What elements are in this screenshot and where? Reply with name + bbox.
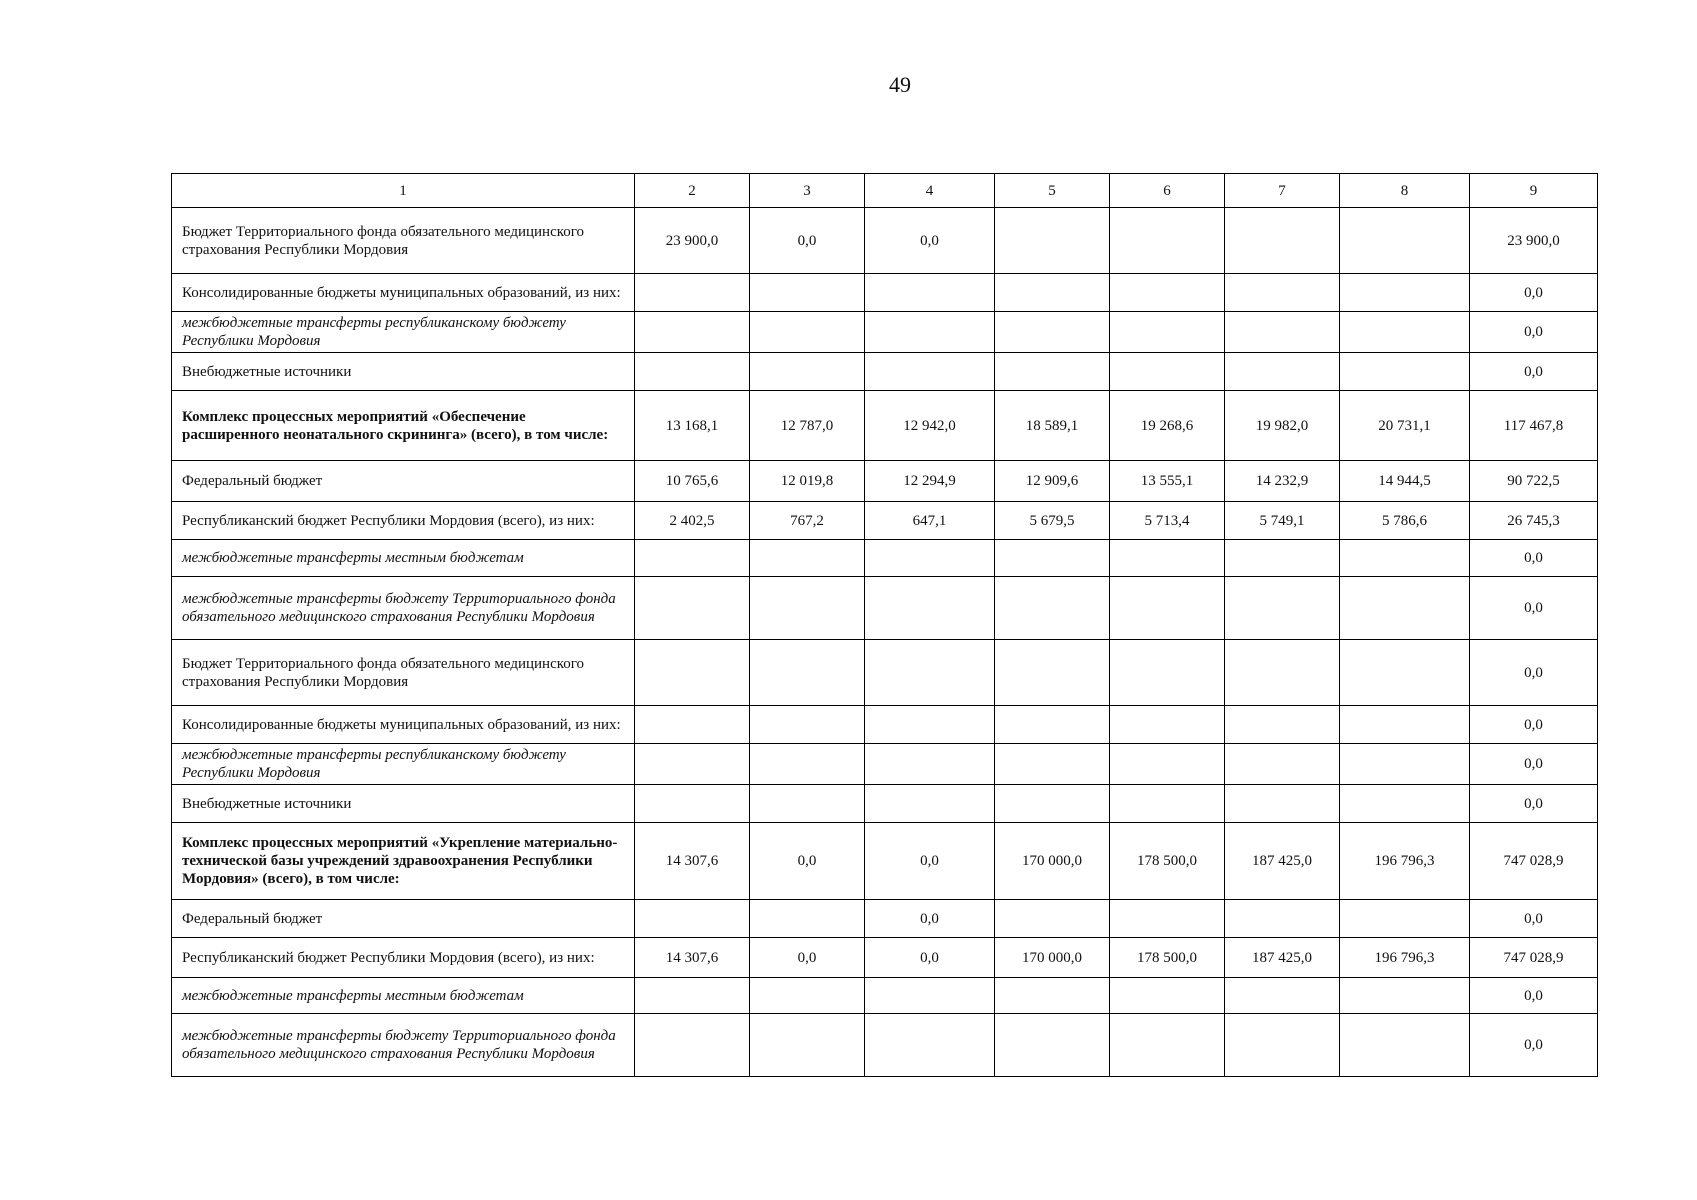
row-label: Бюджет Территориального фонда обязательного медицинского страхования Республики Мордовия bbox=[172, 208, 635, 274]
value-cell: 117 467,8 bbox=[1470, 391, 1598, 461]
value-cell: 19 268,6 bbox=[1110, 391, 1225, 461]
value-cell: 0,0 bbox=[1470, 706, 1598, 744]
value-cell: 0,0 bbox=[1470, 978, 1598, 1014]
table-row bbox=[172, 353, 1598, 391]
value-cell bbox=[1340, 1014, 1470, 1077]
value-cell: 12 787,0 bbox=[750, 391, 865, 461]
value-cell bbox=[995, 274, 1110, 312]
table-row bbox=[172, 823, 1598, 900]
value-cell: 0,0 bbox=[1470, 312, 1598, 353]
value-cell bbox=[1340, 274, 1470, 312]
value-cell bbox=[635, 706, 750, 744]
column-header: 2 bbox=[635, 174, 750, 208]
value-cell: 0,0 bbox=[1470, 900, 1598, 938]
table-row bbox=[172, 577, 1598, 640]
value-cell: 0,0 bbox=[1470, 577, 1598, 640]
value-cell: 5 679,5 bbox=[995, 502, 1110, 540]
value-cell bbox=[635, 540, 750, 577]
value-cell bbox=[750, 353, 865, 391]
value-cell bbox=[635, 312, 750, 353]
value-cell: 0,0 bbox=[750, 208, 865, 274]
value-cell: 196 796,3 bbox=[1340, 938, 1470, 978]
value-cell: 0,0 bbox=[1470, 274, 1598, 312]
page-number: 49 bbox=[889, 72, 911, 97]
table-row bbox=[172, 706, 1598, 744]
value-cell bbox=[1340, 706, 1470, 744]
value-cell bbox=[750, 978, 865, 1014]
value-cell: 178 500,0 bbox=[1110, 938, 1225, 978]
row-label: межбюджетные трансферты бюджету Территориального фонда обязательного медицинского страхования Республики Мордовия bbox=[172, 1014, 635, 1077]
value-cell bbox=[865, 1014, 995, 1077]
value-cell: 170 000,0 bbox=[995, 823, 1110, 900]
row-label: Внебюджетные источники bbox=[172, 353, 635, 391]
row-label: Республиканский бюджет Республики Мордовия (всего), из них: bbox=[172, 938, 635, 978]
column-header: 7 bbox=[1225, 174, 1340, 208]
value-cell bbox=[750, 785, 865, 823]
value-cell: 20 731,1 bbox=[1340, 391, 1470, 461]
value-cell bbox=[1225, 208, 1340, 274]
value-cell bbox=[1110, 744, 1225, 785]
value-cell: 0,0 bbox=[1470, 744, 1598, 785]
value-cell: 0,0 bbox=[865, 823, 995, 900]
value-cell bbox=[995, 353, 1110, 391]
value-cell bbox=[865, 785, 995, 823]
value-cell: 23 900,0 bbox=[1470, 208, 1598, 274]
column-header: 9 bbox=[1470, 174, 1598, 208]
value-cell: 18 589,1 bbox=[995, 391, 1110, 461]
value-cell bbox=[1225, 900, 1340, 938]
value-cell bbox=[1225, 640, 1340, 706]
value-cell bbox=[995, 640, 1110, 706]
column-header: 4 bbox=[865, 174, 995, 208]
value-cell bbox=[635, 785, 750, 823]
value-cell: 0,0 bbox=[865, 900, 995, 938]
value-cell bbox=[635, 744, 750, 785]
column-header: 1 bbox=[172, 174, 635, 208]
value-cell: 647,1 bbox=[865, 502, 995, 540]
value-cell: 0,0 bbox=[865, 938, 995, 978]
row-label: Федеральный бюджет bbox=[172, 900, 635, 938]
column-header: 8 bbox=[1340, 174, 1470, 208]
row-label: межбюджетные трансферты бюджету Территориального фонда обязательного медицинского страхования Республики Мордовия bbox=[172, 577, 635, 640]
value-cell: 0,0 bbox=[1470, 640, 1598, 706]
value-cell bbox=[995, 208, 1110, 274]
row-label: межбюджетные трансферты местным бюджетам bbox=[172, 978, 635, 1014]
value-cell bbox=[865, 540, 995, 577]
header-row bbox=[172, 174, 1598, 208]
value-cell bbox=[865, 577, 995, 640]
value-cell: 0,0 bbox=[750, 823, 865, 900]
value-cell bbox=[995, 1014, 1110, 1077]
value-cell bbox=[1110, 978, 1225, 1014]
value-cell: 0,0 bbox=[1470, 1014, 1598, 1077]
value-cell bbox=[1225, 706, 1340, 744]
value-cell: 170 000,0 bbox=[995, 938, 1110, 978]
value-cell bbox=[635, 353, 750, 391]
table-row bbox=[172, 938, 1598, 978]
value-cell bbox=[1110, 353, 1225, 391]
value-cell bbox=[635, 978, 750, 1014]
value-cell: 13 168,1 bbox=[635, 391, 750, 461]
table-row bbox=[172, 208, 1598, 274]
value-cell: 5 713,4 bbox=[1110, 502, 1225, 540]
value-cell bbox=[750, 900, 865, 938]
row-label: Внебюджетные источники bbox=[172, 785, 635, 823]
table-row bbox=[172, 461, 1598, 502]
value-cell bbox=[1110, 706, 1225, 744]
value-cell bbox=[995, 706, 1110, 744]
value-cell: 767,2 bbox=[750, 502, 865, 540]
table-row bbox=[172, 391, 1598, 461]
value-cell bbox=[995, 312, 1110, 353]
value-cell: 23 900,0 bbox=[635, 208, 750, 274]
value-cell bbox=[1340, 353, 1470, 391]
value-cell bbox=[1225, 1014, 1340, 1077]
value-cell bbox=[995, 978, 1110, 1014]
table-row bbox=[172, 978, 1598, 1014]
value-cell: 0,0 bbox=[1470, 540, 1598, 577]
value-cell bbox=[865, 274, 995, 312]
value-cell bbox=[1340, 785, 1470, 823]
column-header: 3 bbox=[750, 174, 865, 208]
value-cell bbox=[750, 706, 865, 744]
value-cell: 187 425,0 bbox=[1225, 823, 1340, 900]
table-row bbox=[172, 1014, 1598, 1077]
table-row bbox=[172, 744, 1598, 785]
value-cell bbox=[1225, 274, 1340, 312]
value-cell: 12 942,0 bbox=[865, 391, 995, 461]
value-cell bbox=[1110, 274, 1225, 312]
value-cell bbox=[865, 744, 995, 785]
value-cell bbox=[1110, 312, 1225, 353]
value-cell: 14 307,6 bbox=[635, 823, 750, 900]
value-cell bbox=[865, 312, 995, 353]
value-cell: 12 294,9 bbox=[865, 461, 995, 502]
row-label: Федеральный бюджет bbox=[172, 461, 635, 502]
row-label: межбюджетные трансферты республиканскому бюджету Республики Мордовия bbox=[172, 744, 635, 785]
value-cell: 14 307,6 bbox=[635, 938, 750, 978]
value-cell bbox=[750, 744, 865, 785]
value-cell bbox=[1340, 208, 1470, 274]
value-cell bbox=[1110, 540, 1225, 577]
value-cell: 187 425,0 bbox=[1225, 938, 1340, 978]
value-cell: 19 982,0 bbox=[1225, 391, 1340, 461]
value-cell bbox=[1340, 540, 1470, 577]
value-cell bbox=[1110, 577, 1225, 640]
value-cell: 2 402,5 bbox=[635, 502, 750, 540]
value-cell bbox=[995, 577, 1110, 640]
table-row bbox=[172, 785, 1598, 823]
column-header: 5 bbox=[995, 174, 1110, 208]
value-cell bbox=[750, 312, 865, 353]
value-cell bbox=[635, 274, 750, 312]
value-cell bbox=[1110, 208, 1225, 274]
row-label: межбюджетные трансферты местным бюджетам bbox=[172, 540, 635, 577]
value-cell bbox=[1110, 1014, 1225, 1077]
value-cell bbox=[1225, 978, 1340, 1014]
value-cell: 178 500,0 bbox=[1110, 823, 1225, 900]
row-label: Консолидированные бюджеты муниципальных образований, из них: bbox=[172, 706, 635, 744]
row-label: Комплекс процессных мероприятий «Обеспечение расширенного неонатального скрининга» (всего), в том числе: bbox=[172, 391, 635, 461]
value-cell bbox=[1225, 540, 1340, 577]
value-cell: 5 749,1 bbox=[1225, 502, 1340, 540]
row-label: Бюджет Территориального фонда обязательного медицинского страхования Республики Мордовия bbox=[172, 640, 635, 706]
value-cell bbox=[1340, 640, 1470, 706]
value-cell: 196 796,3 bbox=[1340, 823, 1470, 900]
value-cell bbox=[1340, 312, 1470, 353]
value-cell bbox=[1340, 900, 1470, 938]
value-cell bbox=[1225, 353, 1340, 391]
value-cell: 0,0 bbox=[750, 938, 865, 978]
value-cell: 90 722,5 bbox=[1470, 461, 1598, 502]
value-cell: 10 765,6 bbox=[635, 461, 750, 502]
value-cell bbox=[1340, 744, 1470, 785]
value-cell bbox=[635, 640, 750, 706]
table-row bbox=[172, 312, 1598, 353]
row-label: Республиканский бюджет Республики Мордовия (всего), из них: bbox=[172, 502, 635, 540]
value-cell: 0,0 bbox=[1470, 785, 1598, 823]
value-cell bbox=[750, 1014, 865, 1077]
value-cell: 14 944,5 bbox=[1340, 461, 1470, 502]
value-cell bbox=[750, 274, 865, 312]
value-cell: 747 028,9 bbox=[1470, 823, 1598, 900]
value-cell bbox=[635, 900, 750, 938]
table-row bbox=[172, 540, 1598, 577]
budget-table bbox=[171, 173, 1598, 1077]
value-cell bbox=[865, 353, 995, 391]
value-cell: 0,0 bbox=[1470, 353, 1598, 391]
row-label: Консолидированные бюджеты муниципальных образований, из них: bbox=[172, 274, 635, 312]
value-cell bbox=[635, 1014, 750, 1077]
value-cell bbox=[995, 785, 1110, 823]
table-body bbox=[172, 174, 1598, 1077]
value-cell bbox=[635, 577, 750, 640]
column-header: 6 bbox=[1110, 174, 1225, 208]
value-cell: 13 555,1 bbox=[1110, 461, 1225, 502]
value-cell bbox=[1225, 785, 1340, 823]
value-cell: 14 232,9 bbox=[1225, 461, 1340, 502]
value-cell bbox=[865, 706, 995, 744]
value-cell bbox=[1225, 312, 1340, 353]
value-cell: 747 028,9 bbox=[1470, 938, 1598, 978]
value-cell bbox=[1340, 577, 1470, 640]
value-cell bbox=[1340, 978, 1470, 1014]
value-cell bbox=[750, 577, 865, 640]
value-cell bbox=[750, 540, 865, 577]
value-cell: 5 786,6 bbox=[1340, 502, 1470, 540]
value-cell bbox=[865, 978, 995, 1014]
value-cell bbox=[995, 744, 1110, 785]
value-cell bbox=[1225, 577, 1340, 640]
table-row bbox=[172, 900, 1598, 938]
value-cell: 26 745,3 bbox=[1470, 502, 1598, 540]
table-row bbox=[172, 640, 1598, 706]
value-cell: 12 909,6 bbox=[995, 461, 1110, 502]
value-cell bbox=[1225, 744, 1340, 785]
value-cell bbox=[995, 540, 1110, 577]
value-cell: 0,0 bbox=[865, 208, 995, 274]
value-cell bbox=[1110, 900, 1225, 938]
value-cell bbox=[1110, 785, 1225, 823]
row-label: межбюджетные трансферты республиканскому бюджету Республики Мордовия bbox=[172, 312, 635, 353]
value-cell bbox=[750, 640, 865, 706]
value-cell bbox=[1110, 640, 1225, 706]
value-cell bbox=[865, 640, 995, 706]
table-row bbox=[172, 274, 1598, 312]
row-label: Комплекс процессных мероприятий «Укрепление материально-технической базы учреждений здравоохранения Республики Мордовия» (всего), в том числе: bbox=[172, 823, 635, 900]
table-row bbox=[172, 502, 1598, 540]
value-cell: 12 019,8 bbox=[750, 461, 865, 502]
value-cell bbox=[995, 900, 1110, 938]
